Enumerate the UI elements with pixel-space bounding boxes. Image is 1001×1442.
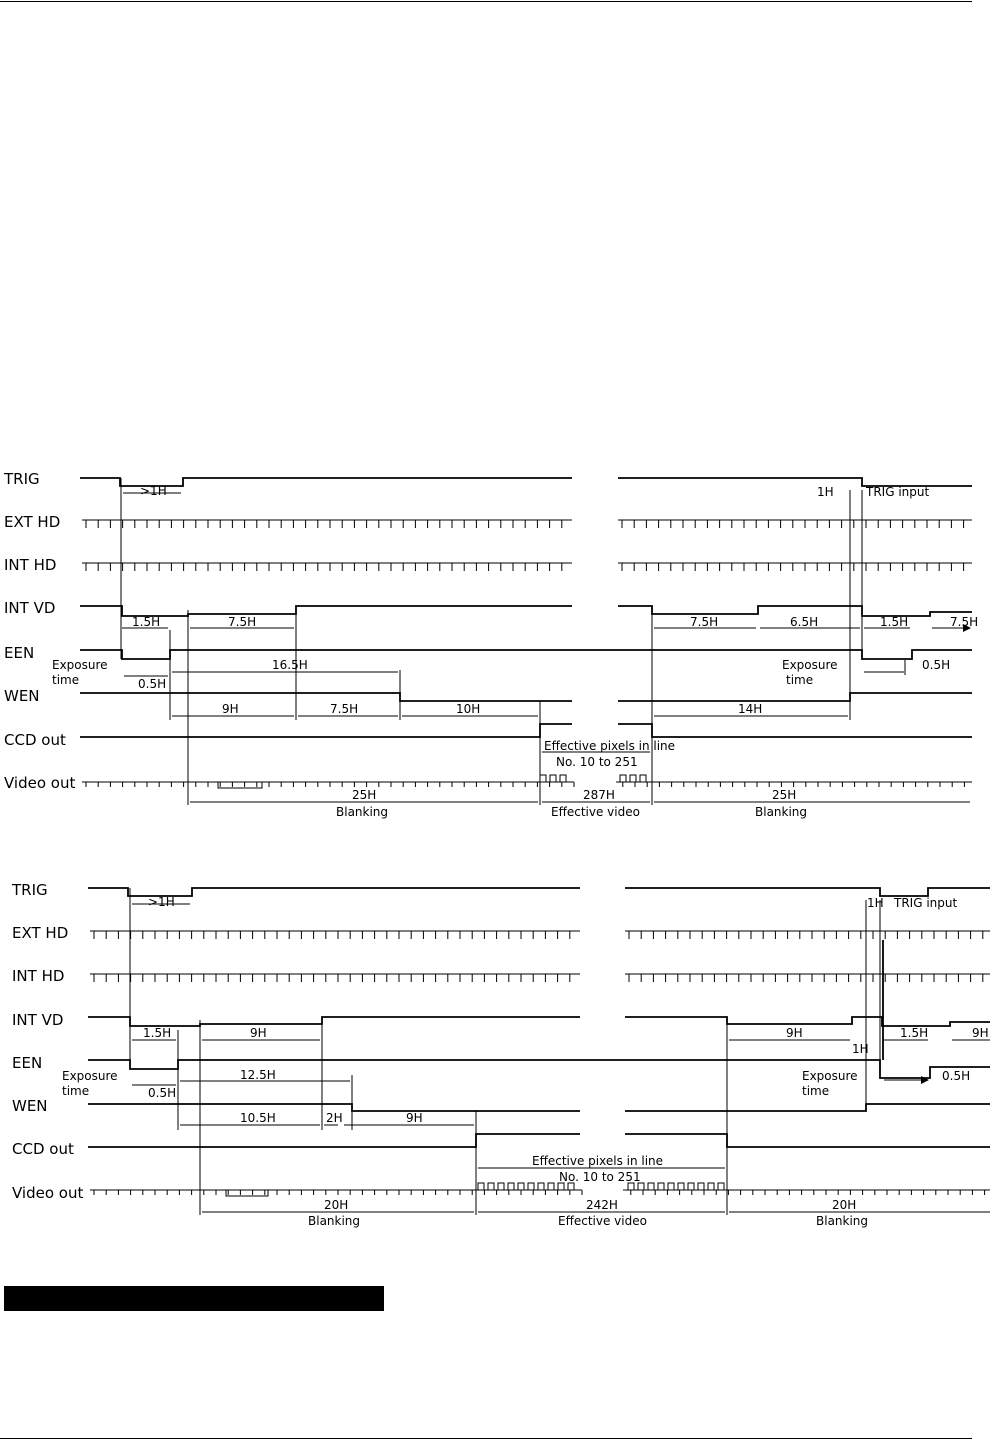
label-wen-7-5h: 7.5H: [330, 702, 359, 716]
label-vd-1-5h: 1.5H: [143, 1026, 172, 1040]
label-trig-1h: 1H: [867, 896, 884, 910]
label-effective-video: Effective video: [558, 1214, 647, 1228]
label-vd-r-1-5h: 1.5H: [900, 1026, 929, 1040]
video-out-waveform: [82, 775, 972, 788]
label-vd-r-1-5h: 1.5H: [880, 615, 909, 629]
label-wen-2h: 2H: [326, 1111, 343, 1125]
timing-diagram-2: [11, 881, 990, 1228]
label-exposure-time-r: time: [802, 1084, 830, 1098]
label-vd-7-5h: 7.5H: [228, 615, 257, 629]
int-hd-pulse-train: [82, 563, 972, 571]
signal-label-int-hd: INT HD: [4, 556, 57, 574]
label-blanking-left: Blanking: [336, 805, 389, 819]
label-vd-r-1h: 1H: [852, 1042, 869, 1056]
reference-lines: [130, 888, 880, 1215]
label-een-r-0-5h: 0.5H: [942, 1069, 971, 1083]
label-exposure: Exposure: [52, 658, 108, 672]
label-exposure-time: time: [62, 1084, 90, 1098]
wen-waveform: [88, 1104, 990, 1111]
label-een-16-5h: 16.5H: [272, 658, 308, 672]
label-blanking-right: Blanking: [816, 1214, 869, 1228]
int-vd-waveform: [88, 1017, 990, 1026]
label-wen-9h: 9H: [406, 1111, 423, 1125]
signal-label-ccd-out: CCD out: [12, 1140, 74, 1158]
signal-label-video-out: Video out: [12, 1184, 84, 1202]
label-een-12-5h: 12.5H: [240, 1068, 276, 1082]
label-vd-r-7-5h-b: 7.5H: [950, 615, 979, 629]
signal-label-int-hd: INT HD: [12, 967, 65, 985]
label-vd-9h: 9H: [250, 1026, 267, 1040]
label-wen-14h: 14H: [738, 702, 763, 716]
label-effective-pixels: Effective pixels in line: [544, 739, 676, 753]
label-een-0-5h: 0.5H: [138, 677, 167, 691]
label-exposure-r: Exposure: [802, 1069, 858, 1083]
label-exposure-time: time: [52, 673, 80, 687]
signal-label-int-vd: INT VD: [12, 1011, 64, 1029]
label-blanking-left: Blanking: [308, 1214, 361, 1228]
ext-hd-pulse-train: [82, 520, 972, 528]
label-blanking-left-h: 20H: [324, 1198, 349, 1212]
signal-label-wen: WEN: [4, 687, 40, 705]
signal-label-ext-hd: EXT HD: [4, 513, 61, 531]
label-vd-r-9h: 9H: [786, 1026, 803, 1040]
ext-hd-pulse-train: [90, 931, 990, 939]
signal-label-ext-hd: EXT HD: [12, 924, 69, 942]
trig-waveform: [88, 888, 990, 896]
footer-rule: [0, 1438, 972, 1439]
label-vd-r-7-5h: 7.5H: [690, 615, 719, 629]
wen-waveform: [80, 693, 972, 701]
signal-label-een: EEN: [12, 1054, 43, 1072]
label-trig-pulse: >1H: [148, 895, 175, 909]
label-exposure: Exposure: [62, 1069, 118, 1083]
signal-label-int-vd: INT VD: [4, 599, 56, 617]
signal-label-een: EEN: [4, 644, 35, 662]
label-trig-input: TRIG input: [894, 896, 958, 910]
label-pixel-range: No. 10 to 251: [559, 1170, 641, 1184]
section-heading-bar: [4, 1286, 384, 1311]
label-exposure-time-r: time: [786, 673, 814, 687]
label-een-0-5h: 0.5H: [148, 1086, 177, 1100]
signal-label-wen: WEN: [12, 1097, 48, 1115]
label-een-r-0-5h: 0.5H: [922, 658, 951, 672]
int-hd-pulse-train: [90, 974, 990, 982]
label-effective-video: Effective video: [551, 805, 640, 819]
label-effective-h: 242H: [586, 1198, 618, 1212]
label-vd-r-9h-b: 9H: [972, 1026, 989, 1040]
signal-label-video-out: Video out: [4, 774, 76, 792]
trig-waveform: [80, 478, 972, 486]
label-vd-r-6-5h: 6.5H: [790, 615, 819, 629]
label-blanking-right-h: 25H: [772, 788, 797, 802]
label-blanking-left-h: 25H: [352, 788, 377, 802]
timing-diagram-1: [3, 470, 978, 819]
label-vd-1-5h: 1.5H: [132, 615, 161, 629]
label-trig-pulse: >1H: [140, 484, 167, 498]
label-effective-pixels: Effective pixels in line: [532, 1154, 664, 1168]
int-vd-waveform: [80, 606, 972, 616]
label-blanking-right: Blanking: [755, 805, 808, 819]
label-wen-10h: 10H: [456, 702, 481, 716]
signal-label-trig: TRIG: [12, 881, 48, 899]
signal-label-trig: TRIG: [4, 470, 40, 488]
label-trig-input: TRIG input: [866, 485, 930, 499]
label-wen-10-5h: 10.5H: [240, 1111, 276, 1125]
label-pixel-range: No. 10 to 251: [556, 755, 638, 769]
label-exposure-r: Exposure: [782, 658, 838, 672]
ccd-out-waveform: [80, 724, 972, 737]
video-out-waveform: [90, 1183, 990, 1196]
label-blanking-right-h: 20H: [832, 1198, 857, 1212]
label-effective-h: 287H: [583, 788, 615, 802]
label-trig-1h: 1H: [817, 485, 834, 499]
label-wen-9h: 9H: [222, 702, 239, 716]
ccd-out-waveform: [88, 1134, 990, 1147]
dimension-arrows: [122, 493, 970, 802]
signal-label-ccd-out: CCD out: [4, 731, 66, 749]
een-waveform: [80, 650, 972, 659]
